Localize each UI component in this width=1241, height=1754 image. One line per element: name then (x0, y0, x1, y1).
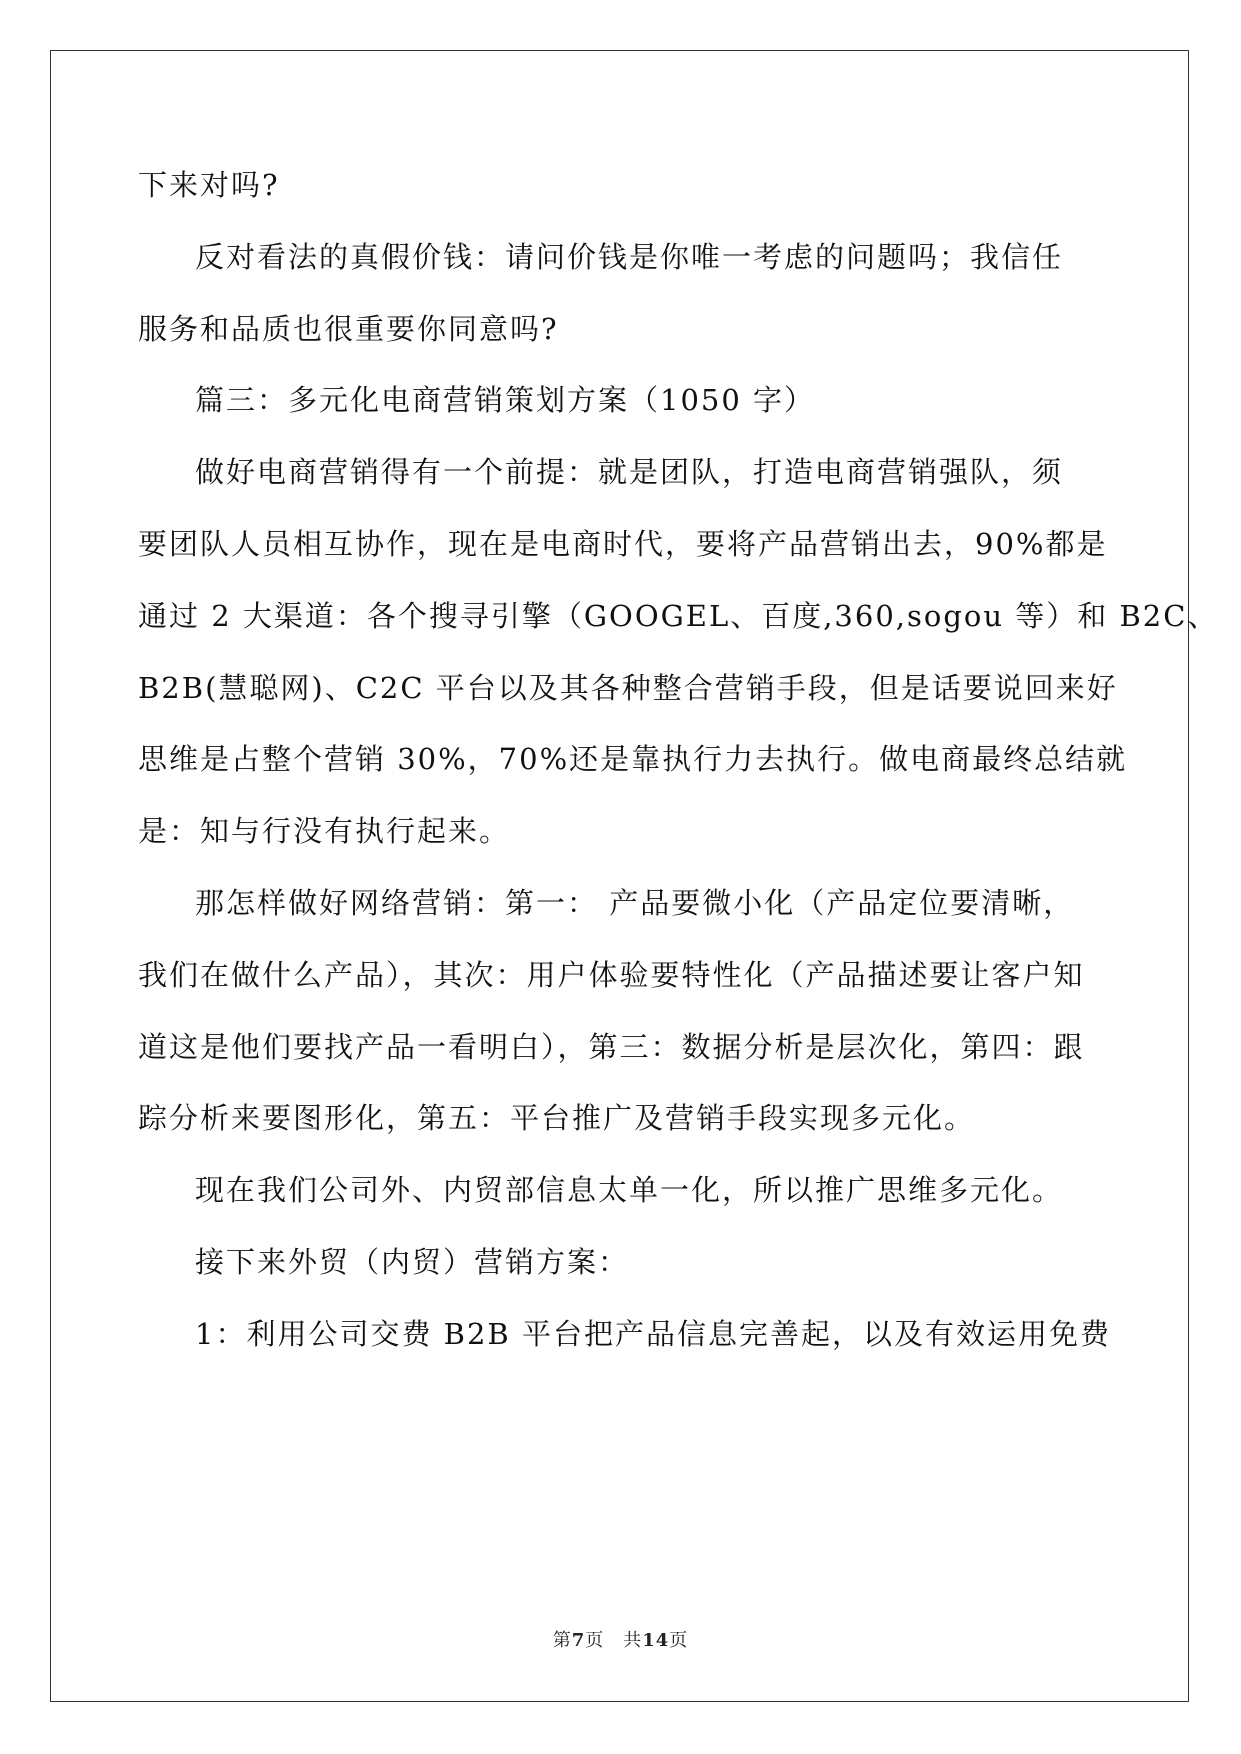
text-line: 道这是他们要找产品一看明白），第三：数据分析是层次化，第四：跟 (138, 1030, 1085, 1064)
text-line: B2B(慧聪网)、C2C 平台以及其各种整合营销手段，但是话要说回来好 (138, 671, 1118, 705)
text-line: 思维是占整个营销 30%，70%还是靠执行力去执行。做电商最终总结就 (138, 742, 1128, 776)
current-page-number: 7 (571, 1630, 586, 1651)
total-pages-number: 14 (642, 1630, 670, 1651)
text-line: 我们在做什么产品），其次：用户体验要特性化（产品描述要让客户知 (138, 958, 1085, 992)
text-line: 是：知与行没有执行起来。 (138, 814, 511, 848)
text-line: 1：利用公司交费 B2B 平台把产品信息完善起，以及有效运用免费 (195, 1317, 1111, 1351)
section-heading: 篇三：多元化电商营销策划方案（1050 字） (195, 383, 816, 417)
text-line: 接下来外贸（内贸）营销方案： (195, 1245, 630, 1279)
footer-prefix: 第 (552, 1630, 572, 1651)
text-line: 反对看法的真假价钱：请问价钱是你唯一考虑的问题吗；我信任 (195, 240, 1064, 274)
footer-mid: 页 共 (585, 1630, 643, 1651)
page-border (50, 50, 1189, 1702)
text-line: 踪分析来要图形化，第五：平台推广及营销手段实现多元化。 (138, 1101, 976, 1135)
text-line: 要团队人员相互协作，现在是电商时代，要将产品营销出去，90%都是 (138, 527, 1108, 561)
text-line: 做好电商营销得有一个前提：就是团队，打造电商营销强队，须 (195, 455, 1064, 489)
page-footer (0, 1626, 1241, 1652)
text-line: 下来对吗? (138, 168, 280, 202)
text-line: 通过 2 大渠道：各个搜寻引擎（GOOGEL、百度,360,sogou 等）和 B2C、 (138, 599, 1219, 633)
footer-suffix: 页 (669, 1630, 689, 1651)
text-line: 现在我们公司外、内贸部信息太单一化，所以推广思维多元化。 (195, 1173, 1064, 1207)
text-line: 服务和品质也很重要你同意吗? (138, 312, 559, 346)
text-line: 那怎样做好网络营销：第一： 产品要微小化（产品定位要清晰， (195, 886, 1075, 920)
